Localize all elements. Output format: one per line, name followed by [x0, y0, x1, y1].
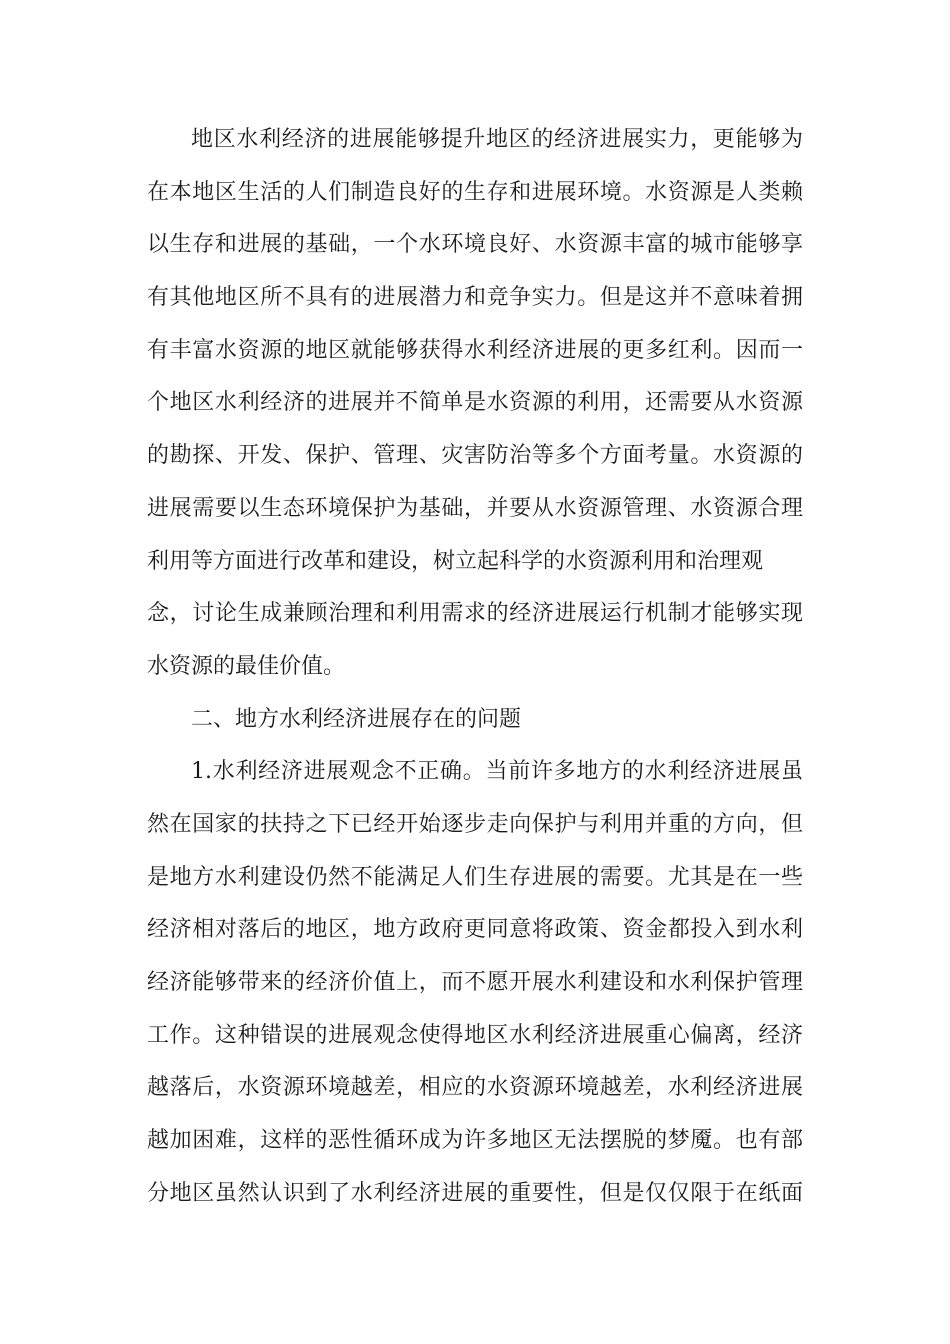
paragraph-line: 地区水利经济的进展能够提升地区的经济进展实力，更能够为 [191, 127, 803, 152]
paragraph-line: 的勘探、开发、保护、管理、灾害防治等多个方面考量。水资源的 [147, 443, 803, 469]
paragraph-line: 进展需要以生态环境保护为基础，并要从水资源管理、水资源合理 [147, 495, 803, 521]
paragraph-line: 水资源的最佳价值。 [147, 653, 346, 679]
paragraph-line: 有丰富水资源的地区就能够获得水利经济进展的更多红利。因而一 [147, 337, 803, 363]
document-body [147, 114, 803, 1220]
paragraph-line: 在本地区生活的人们制造良好的生存和进展环境。水资源是人类赖 [147, 179, 803, 205]
paragraph-line: 越落后，水资源环境越差，相应的水资源环境越差，水利经济进展 [147, 1075, 803, 1101]
paragraph-line: 念，讨论生成兼顾治理和利用需求的经济进展运行机制才能够实现 [147, 601, 803, 627]
paragraph-line: 个地区水利经济的进展并不简单是水资源的利用，还需要从水资源 [147, 390, 803, 416]
paragraph-line: 是地方水利建设仍然不能满足人们生存进展的需要。尤其是在一些 [147, 864, 803, 890]
paragraph-line: 利用等方面进行改革和建设，树立起科学的水资源利用和治理观 [147, 548, 764, 574]
paragraph-line: 经济相对落后的地区，地方政府更同意将政策、资金都投入到水利 [147, 917, 803, 943]
paragraph-line: 然在国家的扶持之下已经开始逐步走向保护与利用并重的方向，但 [147, 811, 803, 837]
paragraph-line: 1.水利经济进展观念不正确。当前许多地方的水利经济进展虽 [191, 759, 803, 785]
paragraph-line: 越加困难，这样的恶性循环成为许多地区无法摆脱的梦魇。也有部 [147, 1128, 803, 1154]
paragraph-line: 有其他地区所不具有的进展潜力和竞争实力。但是这并不意味着拥 [147, 285, 803, 311]
paragraph-line: 以生存和进展的基础，一个水环境良好、水资源丰富的城市能够享 [147, 232, 803, 258]
paragraph-line: 经济能够带来的经济价值上，而不愿开展水利建设和水利保护管理 [147, 970, 803, 995]
paragraph-line: 分地区虽然认识到了水利经济进展的重要性，但是仅仅限于在纸面 [147, 1180, 803, 1206]
paragraph-line: 工作。这种错误的进展观念使得地区水利经济进展重心偏离，经济 [147, 1022, 803, 1048]
section-heading: 二、地方水利经济进展存在的问题 [191, 706, 522, 732]
